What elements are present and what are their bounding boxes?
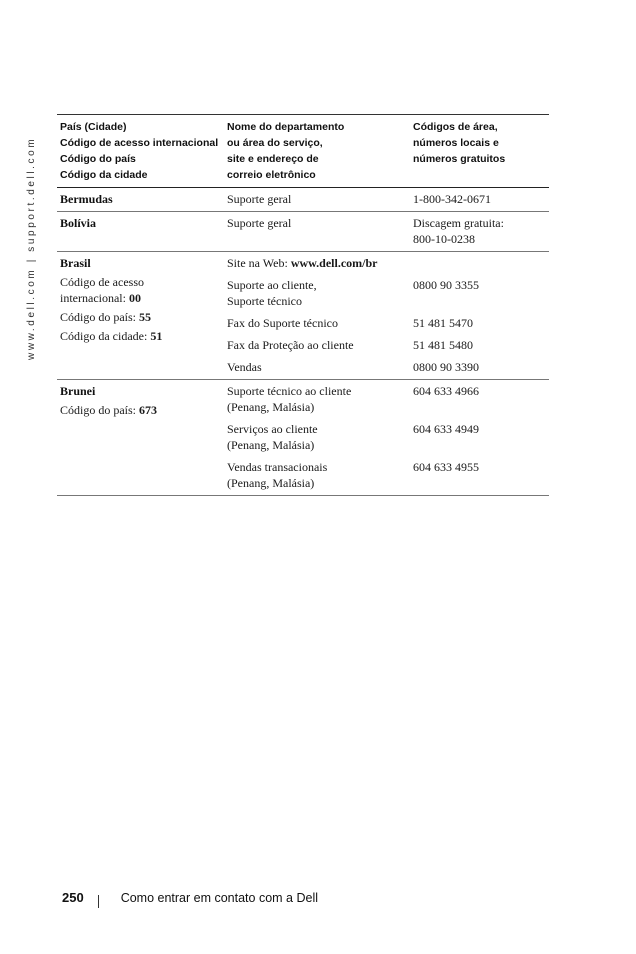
service-number: Discagem gratuita:: [413, 216, 504, 230]
service-number: 0800 90 3355: [413, 278, 479, 292]
country-code: Código do país: 673: [60, 403, 158, 417]
table-row-bolivia: [57, 212, 549, 252]
footer-title: Como entrar em contato com a Dell: [120, 890, 319, 905]
access-code: Código de acesso internacional: 00: [60, 275, 144, 305]
header-numbers: Códigos de área, números locais e números gratuitos: [413, 121, 506, 165]
footer-separator: [98, 895, 99, 908]
table-header: [57, 115, 549, 188]
header-country: País (Cidade) Código de acesso internacional Código do país Código da cidade: [60, 121, 219, 181]
country-name: Brunei: [60, 384, 96, 398]
contact-table: [57, 114, 549, 496]
spacer: [413, 255, 549, 271]
service-number: 800-10-0238: [413, 232, 475, 246]
website: Site na Web: www.dell.com/br: [227, 256, 378, 270]
country-code: Código do país: 55: [60, 310, 152, 324]
service-name: Suporte ao cliente, Suporte técnico: [227, 278, 317, 308]
page-footer: [62, 890, 318, 905]
service-name: Suporte geral: [227, 192, 292, 206]
country-name: Bermudas: [60, 192, 113, 206]
header-department: Nome do departamento ou área do serviço, site e endereço de correio eletrônico: [227, 121, 345, 181]
service-name: Suporte geral: [227, 216, 292, 230]
country-name: Bolívia: [60, 216, 97, 230]
table-row-brunei: [57, 380, 549, 496]
table-row-bermudas: [57, 188, 549, 212]
service-number: 604 633 4949: [413, 422, 479, 436]
service-name: Fax da Proteção ao cliente: [227, 338, 354, 352]
service-number: 604 633 4955: [413, 460, 479, 474]
service-name: Suporte técnico ao cliente (Penang, Malásia): [227, 384, 352, 414]
country-name: Brasil: [60, 256, 91, 270]
service-number: 51 481 5480: [413, 338, 473, 352]
service-name: Serviços ao cliente (Penang, Malásia): [227, 422, 318, 452]
service-number: 0800 90 3390: [413, 360, 479, 374]
city-code: Código da cidade: 51: [60, 329, 163, 343]
service-number: 51 481 5470: [413, 316, 473, 330]
service-number: 1-800-342-0671: [413, 192, 491, 206]
service-name: Fax do Suporte técnico: [227, 316, 338, 330]
page-number: 250: [62, 890, 84, 905]
side-url: www.dell.com | support.dell.com: [26, 136, 37, 360]
website-link[interactable]: www.dell.com/br: [290, 256, 378, 270]
service-name: Vendas: [227, 360, 262, 374]
table-row-brasil: [57, 252, 549, 380]
service-name: Vendas transacionais (Penang, Malásia): [227, 460, 328, 490]
service-number: 604 633 4966: [413, 384, 479, 398]
